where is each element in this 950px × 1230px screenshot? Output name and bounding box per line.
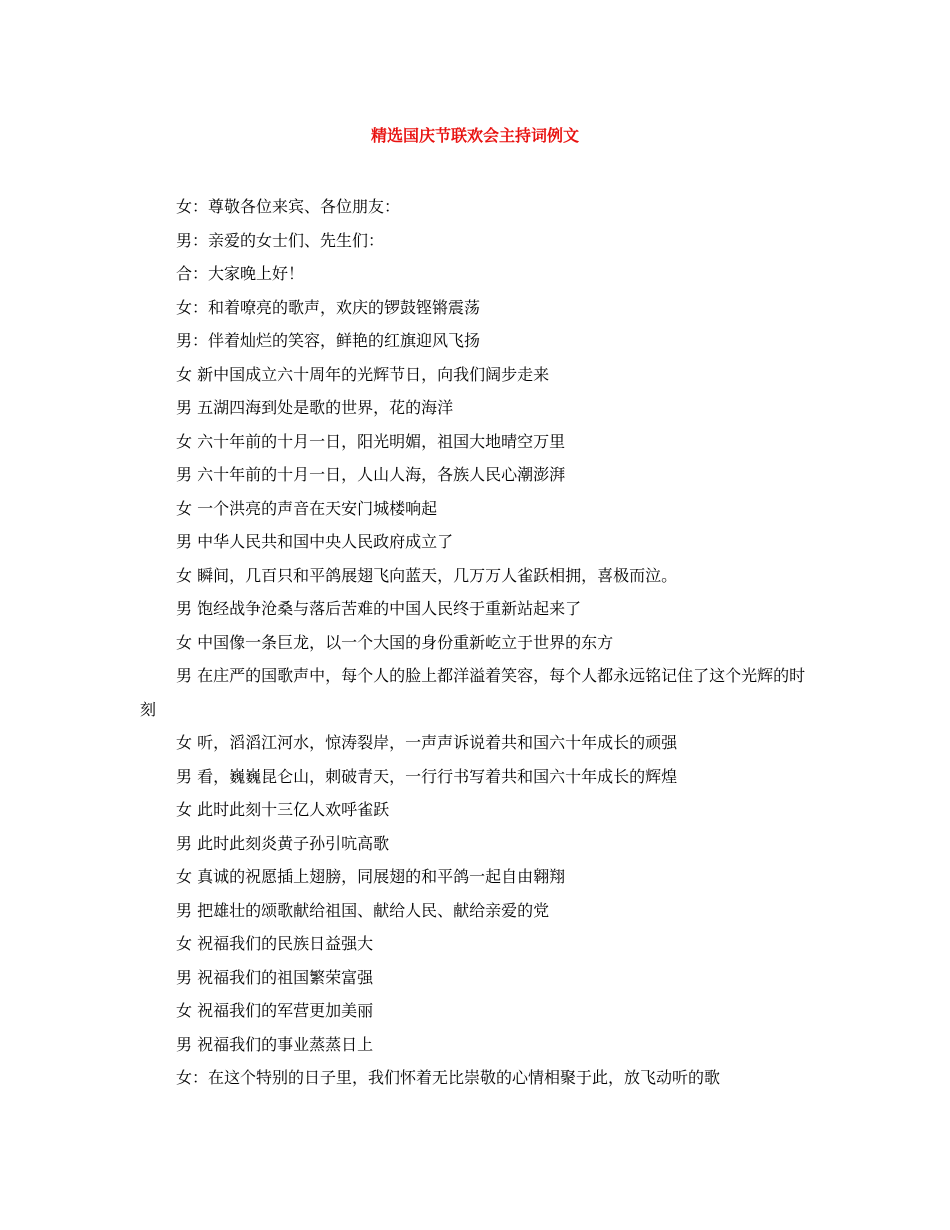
paragraph: 男 把雄壮的颂歌献给祖国、献给人民、献给亲爱的党 [176,900,550,920]
paragraph: 女：尊敬各位来宾、各位朋友： [176,197,401,216]
paragraph: 男 祝福我们的祖国繁荣富强 [176,967,374,987]
paragraph: 男 此时此刻炎黄子孙引吭高歌 [176,833,390,853]
paragraph: 男 饱经战争沧桑与落后苦难的中国人民终于重新站起来了 [176,599,582,618]
paragraph: 女：和着嘹亮的歌声，欢庆的锣鼓铿锵震荡 [176,297,481,317]
paragraph: 女 祝福我们的民族日益强大 [176,934,374,953]
paragraph: 男：伴着灿烂的笑容，鲜艳的红旗迎风飞扬 [176,331,481,350]
paragraph: 女 此时此刻十三亿人欢呼雀跃 [176,800,390,819]
paragraph: 男：亲爱的女士们、先生们： [176,230,385,250]
paragraph: 女 祝福我们的军营更加美丽 [176,1001,374,1020]
paragraph: 女 新中国成立六十周年的光辉节日，向我们阔步走来 [176,364,550,384]
paragraph: 女 六十年前的十月一日，阳光明媚，祖国大地晴空万里 [176,431,566,451]
paragraph: 合：大家晚上好！ [176,264,305,283]
paragraph: 男 五湖四海到处是歌的世界，花的海洋 [176,398,454,417]
paragraph: 女：在这个特别的日子里，我们怀着无比崇敬的心情相聚于此，放飞动听的歌 [176,1068,721,1087]
paragraph: 女 一个洪亮的声音在天安门城楼响起 [176,498,438,518]
paragraph: 男 六十年前的十月一日，人山人海，各族人民心潮澎湃 [176,465,566,484]
paragraph: 男 看，巍巍昆仑山，刺破青天，一行行书写着共和国六十年成长的辉煌 [176,766,678,786]
paragraph: 女 真诚的祝愿插上翅膀，同展翅的和平鸽一起自由翱翔 [176,867,566,886]
paragraph: 女 中国像一条巨龙，以一个大国的身份重新屹立于世界的东方 [176,632,614,652]
paragraph: 男 中华人民共和国中央人民政府成立了 [176,532,454,551]
paragraph: 女 听，滔滔江河水，惊涛裂岸，一声声诉说着共和国六十年成长的顽强 [176,733,678,752]
paragraph: 男 祝福我们的事业蒸蒸日上 [176,1034,374,1054]
document-title: 精选国庆节联欢会主持词例文 [370,126,579,145]
paragraph: 男 在庄严的国歌声中，每个人的脸上都洋溢着笑容，每个人都永远铭记住了这个光辉的时刻 [140,666,806,719]
document-body [140,190,820,1095]
paragraph: 女 瞬间，几百只和平鸽展翅飞向蓝天，几万万人雀跃相拥，喜极而泣。 [176,565,678,585]
